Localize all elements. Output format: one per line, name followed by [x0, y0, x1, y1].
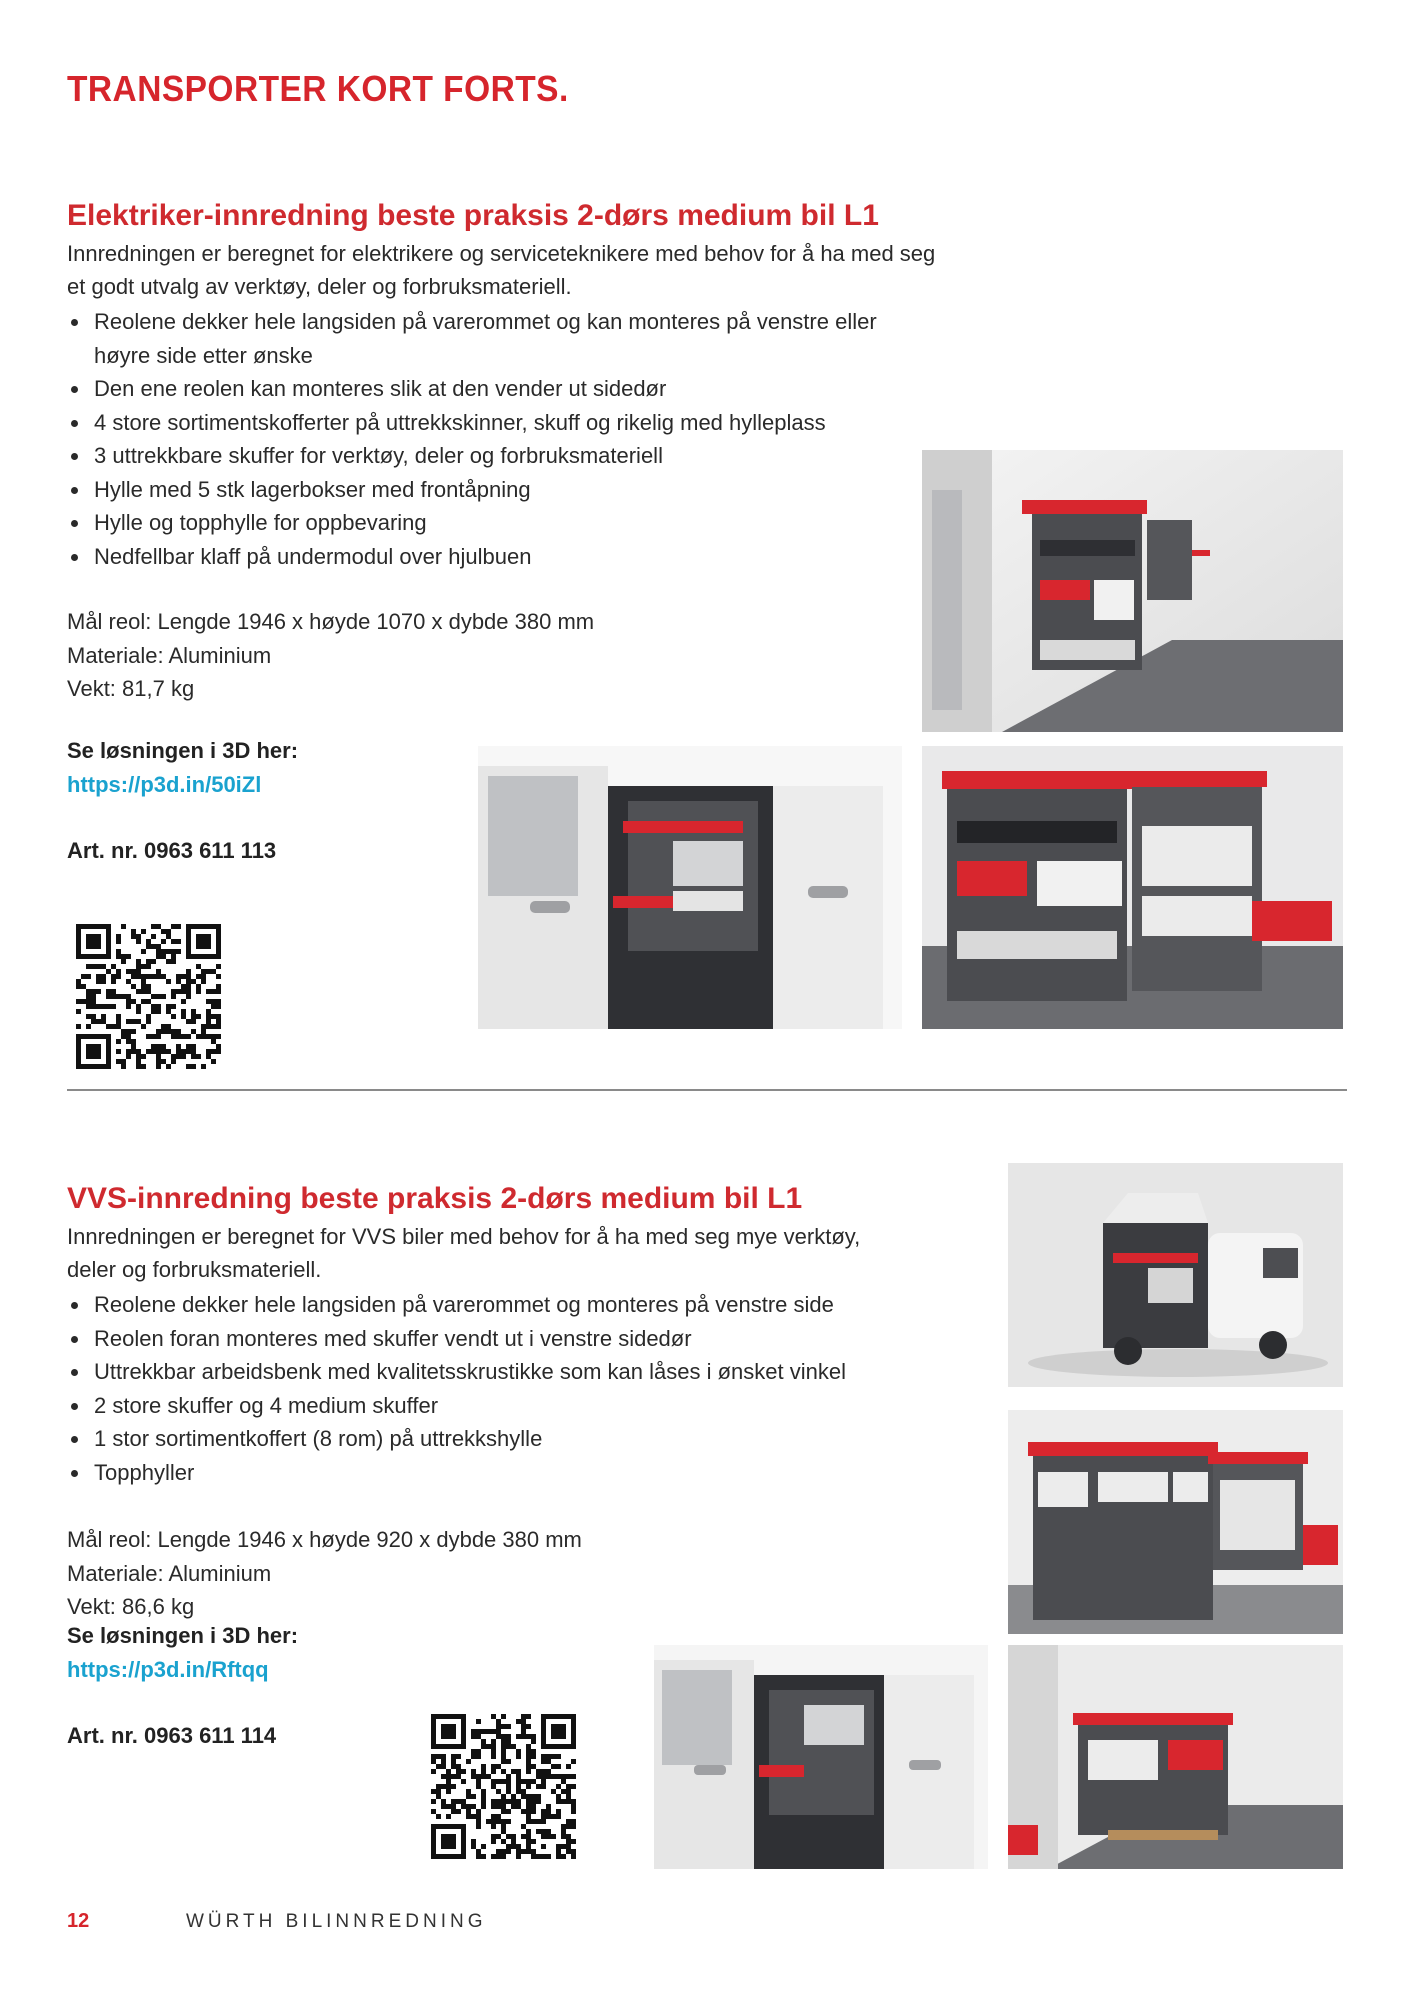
section-2-intro-line: deler og forbruksmateriell.: [67, 1257, 322, 1282]
photo-shelving-unit-closeup: [922, 746, 1343, 1029]
section-2-intro: [67, 1220, 860, 1286]
list-item-text: Den ene reolen kan monteres slik at den vender ut sidedør: [94, 376, 667, 401]
section-2-feature-list: [67, 1288, 967, 1489]
list-item: [67, 506, 937, 540]
section-2-3d-link[interactable]: https://p3d.in/Rftqq: [67, 1657, 269, 1682]
photo-van-side-door-open: [654, 1645, 988, 1869]
list-item: [67, 1456, 967, 1490]
footer-brand: WÜRTH BILINNREDNING: [186, 1911, 487, 1932]
section-2-intro-line: Innredningen er beregnet for VVS biler med behov for å ha med seg mye verktøy,: [67, 1224, 861, 1249]
list-item: [67, 1355, 967, 1389]
spec-dimensions: Mål reol: Lengde 1946 x høyde 920 x dybde 380 mm: [67, 1527, 582, 1552]
section-1-intro: [67, 237, 935, 303]
section-1-qr-code[interactable]: [76, 924, 221, 1069]
list-item-text: Reolen foran monteres med skuffer vendt ut i venstre sidedør: [94, 1325, 692, 1351]
list-item-text: Nedfellbar klaff på undermodul over hjulbuen: [94, 543, 532, 569]
list-item: [67, 372, 937, 406]
list-item: [67, 439, 937, 473]
section-2-article-number: Art. nr. 0963 611 114: [67, 1723, 277, 1748]
list-item: [67, 540, 937, 574]
spec-weight: Vekt: 81,7 kg: [67, 676, 195, 701]
section-2-3d-label: Se løsningen i 3D her:: [67, 1623, 299, 1648]
section-1-3d-link[interactable]: https://p3d.in/50iZl: [67, 772, 262, 797]
list-item-text: 2 store skuffer og 4 medium skuffer: [94, 1392, 439, 1418]
list-item: [67, 1322, 967, 1356]
section-1-intro-line: Innredningen er beregnet for elektrikere og serviceteknikere med behov for å ha med seg: [67, 241, 936, 266]
list-item-text: 3 uttrekkbare skuffer for verktøy, deler og forbruksmateriell: [94, 443, 663, 468]
list-item: [67, 1422, 967, 1456]
list-item-text: Hylle med 5 stk lagerbokser med frontåpning: [94, 476, 531, 502]
list-item: [67, 406, 937, 440]
spec-material: Materiale: Aluminium: [67, 642, 272, 668]
page-title: TRANSPORTER KORT FORTS.: [67, 68, 569, 109]
spec-dimensions: Mål reol: Lengde 1946 x høyde 1070 x dybde 380 mm: [67, 609, 595, 634]
section-2-specs: [67, 1523, 582, 1624]
list-item-text: Hylle og topphylle for oppbevaring: [94, 510, 427, 535]
photo-van-side-door-open: [478, 746, 902, 1029]
section-divider: [67, 1089, 1347, 1091]
photo-shelving-unit-front: [1008, 1410, 1343, 1634]
list-item: [67, 1288, 967, 1322]
section-1-heading: Elektriker-innredning beste praksis 2-dørs medium bil L1: [67, 199, 879, 232]
qr-code-icon: [76, 924, 221, 1069]
section-1-intro-line: et godt utvalg av verktøy, deler og forbruksmateriell.: [67, 274, 572, 299]
section-1-specs: [67, 605, 594, 706]
list-item: [67, 1389, 967, 1423]
section-2-heading: VVS-innredning beste praksis 2-dørs medium bil L1: [67, 1182, 803, 1215]
list-item-text: Topphyller: [94, 1459, 195, 1485]
page-number: 12: [67, 1910, 90, 1932]
qr-code-icon: [431, 1714, 576, 1859]
list-item-text: 4 store sortimentskofferter på uttrekkskinner, skuff og rikelig med hylleplass: [94, 409, 826, 435]
section-1-article-number: Art. nr. 0963 611 113: [67, 838, 277, 863]
spec-material: Materiale: Aluminium: [67, 1560, 272, 1586]
list-item-text: høyre side etter ønske: [94, 342, 313, 368]
list-item-text: Reolene dekker hele langsiden på varerommet og kan monteres på venstre eller: [94, 309, 877, 334]
list-item-text: 1 stor sortimentkoffert (8 rom) på uttrekkshylle: [94, 1426, 543, 1451]
photo-van-rear-exterior: [1008, 1163, 1343, 1387]
list-item: [67, 305, 937, 372]
section-2-qr-code[interactable]: [431, 1714, 576, 1859]
photo-van-interior-shelving: [922, 450, 1343, 732]
photo-van-interior-shelving: [1008, 1645, 1343, 1869]
spec-weight: Vekt: 86,6 kg: [67, 1594, 195, 1619]
list-item-text: Reolene dekker hele langsiden på varerommet og monteres på venstre side: [94, 1292, 834, 1317]
section-1-3d-label: Se løsningen i 3D her:: [67, 738, 299, 763]
list-item: [67, 473, 937, 507]
list-item-text: Uttrekkbar arbeidsbenk med kvalitetsskrustikke som kan låses i ønsket vinkel: [94, 1359, 846, 1384]
section-1-feature-list: [67, 305, 937, 573]
